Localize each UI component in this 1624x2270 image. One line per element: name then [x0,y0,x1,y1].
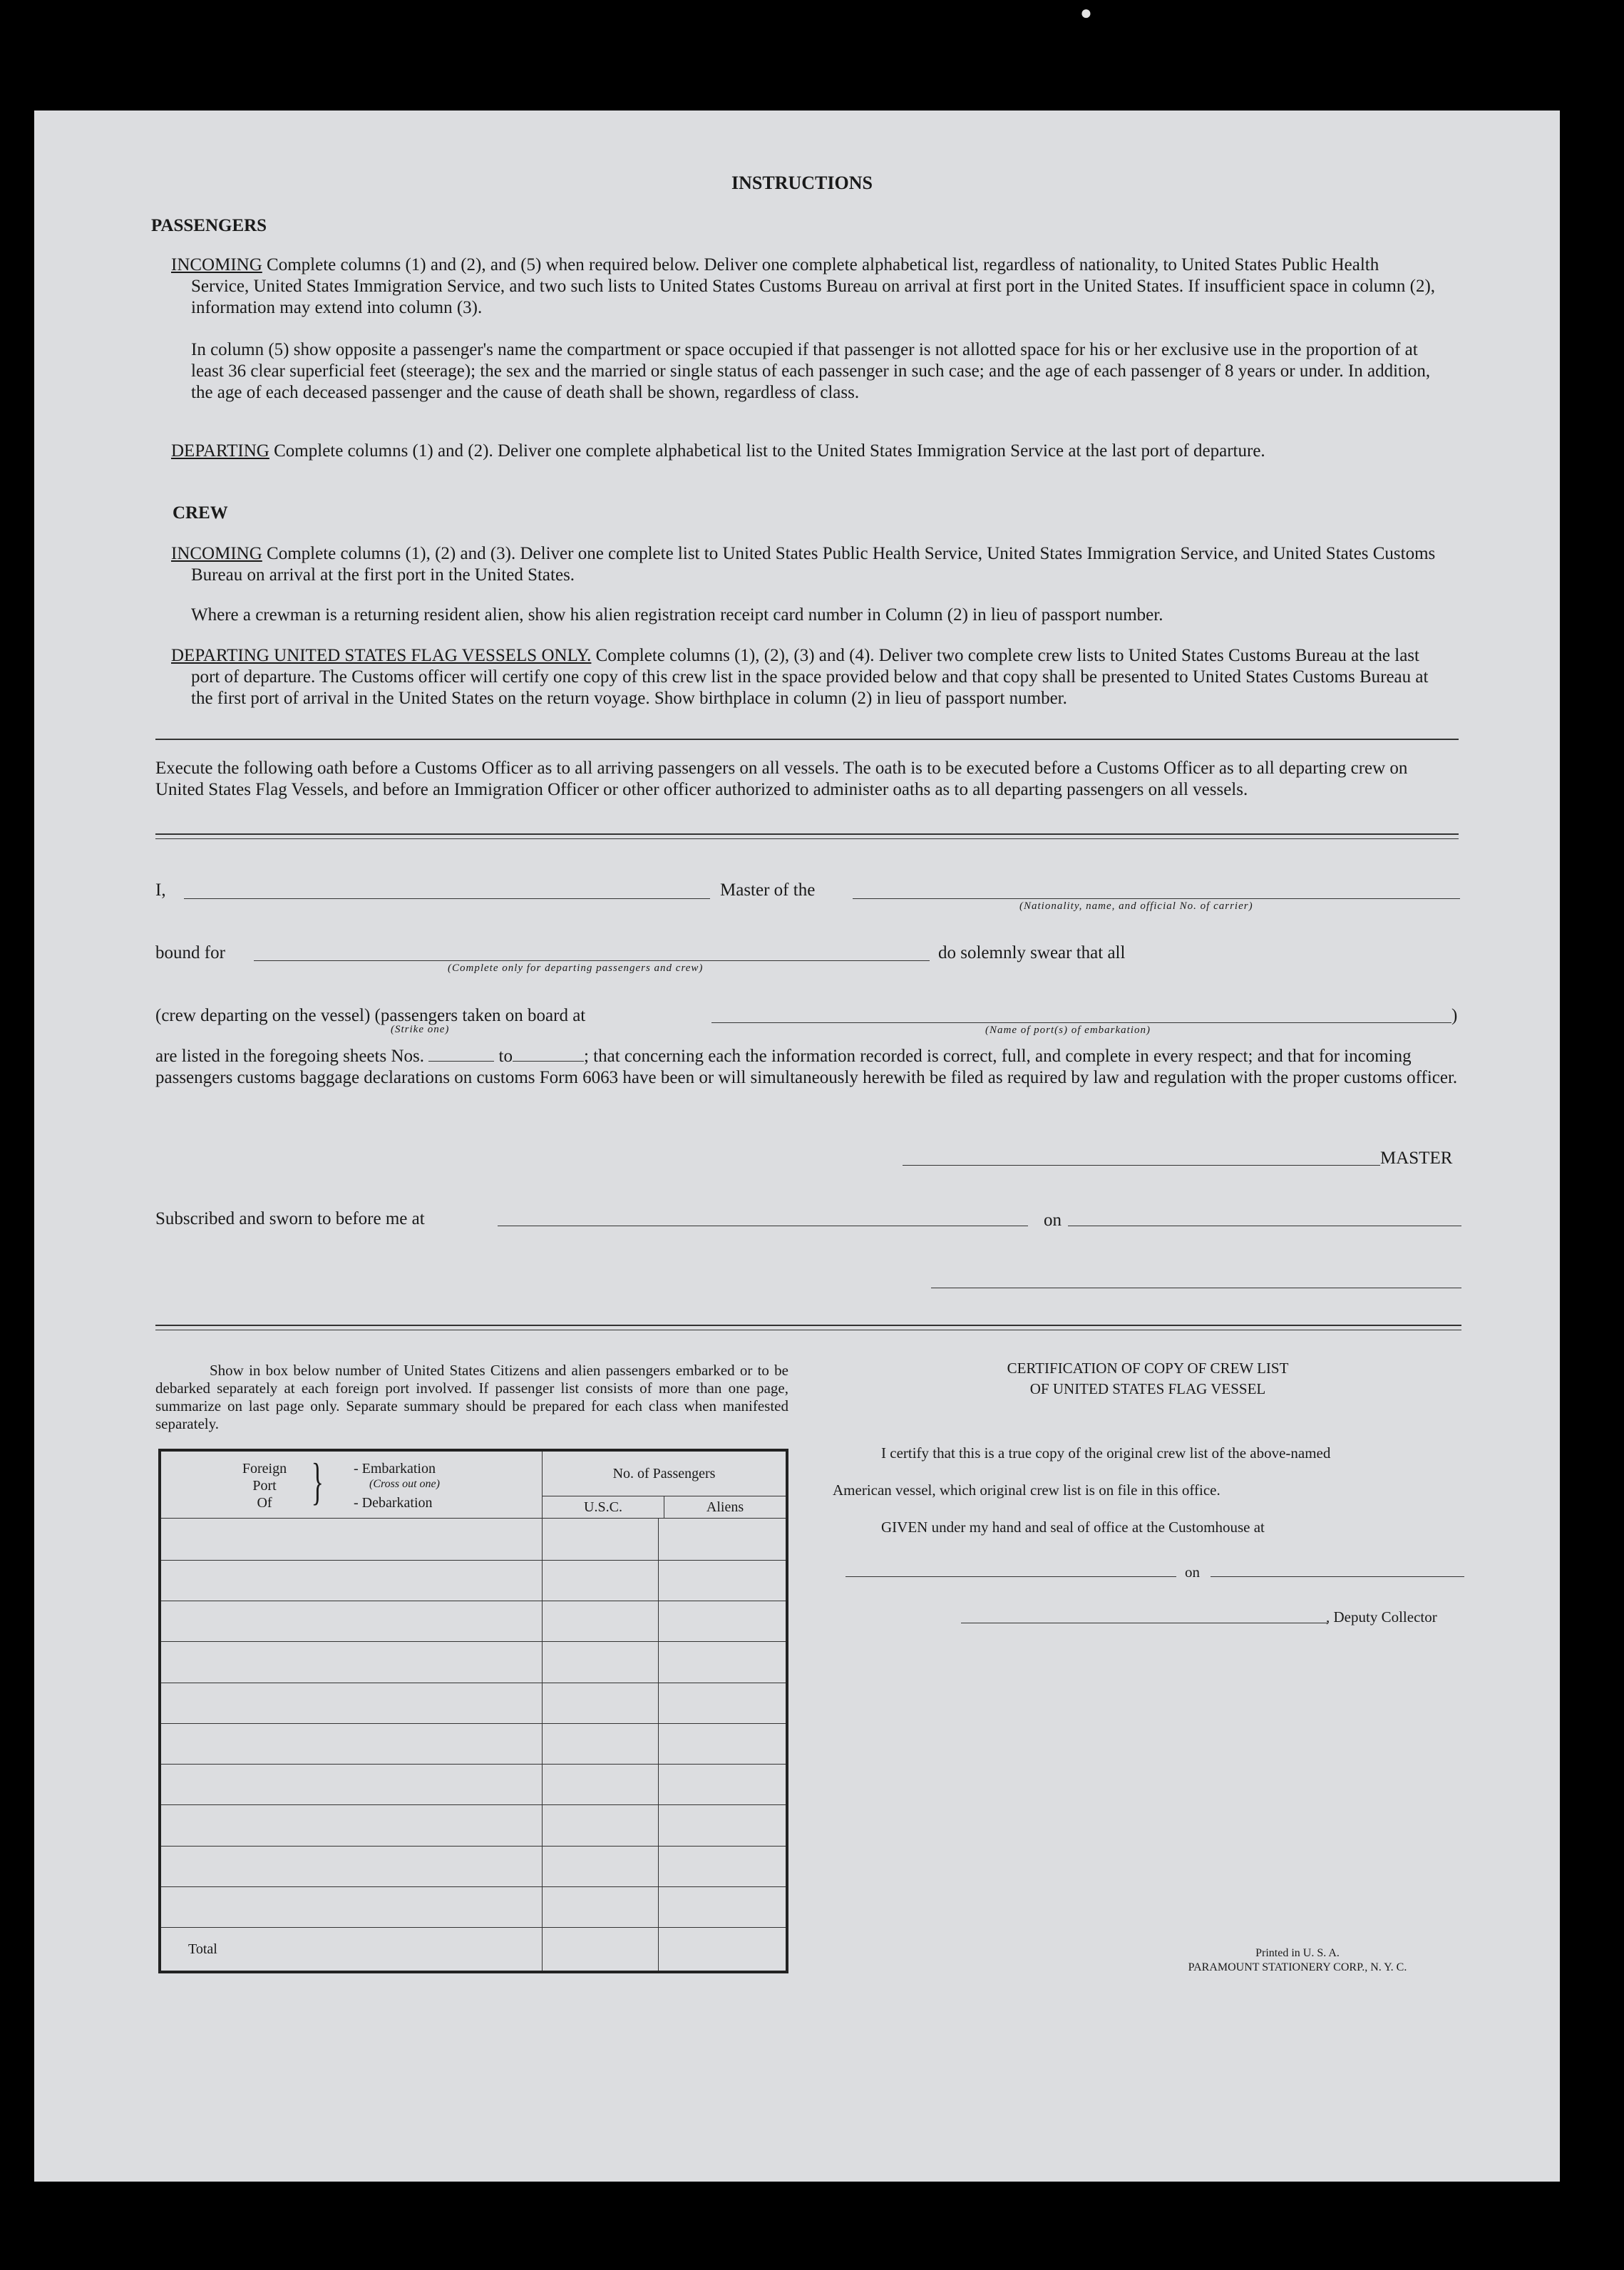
port-cell[interactable] [160,1683,543,1723]
crew-incoming-text: Complete columns (1), (2) and (3). Deliver one complete list to United States Public Health Service, United States Immigration Service, and United States Customs Bureau on arrival at the first port in the United States. [191,544,1436,585]
port-cell[interactable] [160,1846,543,1886]
usc-cell[interactable] [543,1765,659,1805]
passengers-incoming-text: Complete columns (1) and (2), and (5) when required below. Deliver one complete alphabetical list, regardless of nationality, to United States Public Health Service, United States Immigration Service, and two such lists to United States Customs Bureau on arrival at first port in the United States. If insufficient space in column (2), information may extend into column (3). [191,255,1436,317]
american-vessel-text: American vessel, which original crew list is on file in this office. [833,1481,1220,1499]
bound-for-label: bound for [155,943,225,962]
port-cell[interactable] [160,1642,543,1683]
port-cell[interactable] [160,1560,543,1601]
total-label: Total [160,1928,543,1972]
aliens-cell[interactable] [659,1886,788,1927]
on-label: on [1044,1211,1062,1230]
listed-rest: ; that concerning each the information recorded is correct, full, and complete in every respect; and that for incoming passengers customs baggage declarations on customs Form 6063 have been or will simultaneously herewith be filed as required by law and regulation with the proper customs officer. [155,1047,1458,1087]
certification-title-line2: OF UNITED STATES FLAG VESSEL [1029,1380,1266,1397]
master-of-the-label: Master of the [720,880,816,900]
divider [155,739,1459,740]
port-cell[interactable] [160,1519,543,1560]
crew-incoming-label: INCOMING [171,544,262,563]
cert-date-field[interactable] [1211,1576,1464,1577]
usc-cell[interactable] [543,1805,659,1846]
page-title: INSTRUCTIONS [731,173,873,193]
crew-departing-text: Complete columns (1), (2), (3) and (4). Deliver two complete crew lists to United States Customs Bureau at the last port of departure. The Customs officer will certify one copy of this crew list in the space provided below and that copy shall be presented to United States Customs Bureau at the first port of arrival in the United States on the return voyage. Show birthplace in column (2) in lieu of passport number. [191,646,1429,708]
oath-instructions: Execute the following oath before a Customs Officer as to all arriving passengers on all vessels. The oath is to be executed before a Customs Officer as to all departing crew on United States Flag Vessels, and before an Immigration Officer or other officer authorized to administer oaths as to all departing passengers on all vessels. [155,759,1408,799]
port-cell[interactable] [160,1723,543,1764]
scan-speck: ● [1080,2,1092,24]
table-row [160,1846,787,1886]
master-label: MASTER [1380,1149,1453,1168]
usc-total-cell[interactable] [543,1928,659,1972]
aliens-column-header: Aliens [706,1499,744,1516]
aliens-cell[interactable] [659,1765,788,1805]
usc-cell[interactable] [543,1601,659,1641]
aliens-total-cell[interactable] [659,1928,788,1972]
passengers-incoming-label: INCOMING [171,255,262,274]
usc-cell[interactable] [543,1886,659,1927]
table-row [160,1723,787,1764]
certification-title-line1: CERTIFICATION OF COPY OF CREW LIST [1007,1360,1289,1377]
crew-departing-text: (crew departing on the vessel) (passengers taken on board at [155,1006,586,1025]
passengers-departing-label: DEPARTING [171,441,269,461]
bound-for-field[interactable] [254,960,930,961]
divider [155,838,1459,839]
passenger-summary-table [158,1449,788,1973]
listed-prefix: are listed in the foregoing sheets Nos. [155,1047,424,1066]
subscribed-label: Subscribed and sworn to before me at [155,1209,425,1228]
usc-cell[interactable] [543,1519,659,1560]
table-row [160,1805,787,1846]
master-signature-field[interactable] [903,1165,1380,1166]
certify-text: I certify that this is a true copy of the original crew list of the above-named [881,1444,1331,1462]
aliens-cell[interactable] [659,1805,788,1846]
passengers-departing-text: Complete columns (1) and (2). Deliver one complete alphabetical list to the United States Immigration Service at the last port of departure. [274,441,1265,461]
passengers-heading: PASSENGERS [151,216,267,235]
table-row [160,1886,787,1927]
crew-departing-label: DEPARTING UNITED STATES FLAG VESSELS ONLY. [171,646,592,665]
aliens-cell[interactable] [659,1723,788,1764]
foreign-port-header [160,1450,543,1519]
embarkation-label: - Embarkation [354,1461,436,1476]
crew-resident-text: Where a crewman is a returning resident alien, show his alien registration receipt card number in Column (2) in lieu of passport number. [191,605,1163,625]
passengers-incoming-block [171,255,1440,319]
usc-cell[interactable] [543,1683,659,1723]
port-cell[interactable] [160,1886,543,1927]
crew-incoming-block [171,543,1440,586]
cross-out-one-label: (Cross out one) [369,1478,440,1490]
aliens-cell[interactable] [659,1846,788,1886]
usc-cell[interactable] [543,1560,659,1601]
crew-heading: CREW [173,503,228,523]
summary-instructions: Show in box below number of United States Citizens and alien passengers embarked or to be debarked separately at each foreign port involved. If passenger list consists of more than one page, summarize on last page only. Separate summary should be prepared for each class when manifested separately. [155,1362,788,1432]
debarkation-label: - Debarkation [354,1495,433,1511]
table-row [160,1560,787,1601]
passengers-column5-block [171,339,1440,404]
given-text: GIVEN under my hand and seal of office at the Customhouse at [881,1519,1265,1536]
port-cell[interactable] [160,1805,543,1846]
listed-paragraph [155,1046,1461,1089]
aliens-cell[interactable] [659,1601,788,1641]
sheet-to-field[interactable] [513,1047,584,1062]
sheet-from-field[interactable] [428,1047,494,1062]
master-name-field[interactable] [184,898,710,899]
divider [155,833,1459,835]
carrier-caption: (Nationality, name, and official No. of carrier) [1019,900,1253,912]
table-row [160,1601,787,1641]
usc-cell[interactable] [543,1642,659,1683]
table-row [160,1642,787,1683]
oath-i-label: I, [155,880,166,900]
certification-title [898,1358,1397,1400]
ports-caption: (Name of port(s) of embarkation) [985,1024,1151,1036]
table-row [160,1765,787,1805]
close-paren: ) [1451,1006,1458,1025]
foreign-port-of-label: Foreign Port Of [242,1461,287,1511]
divider [155,1325,1461,1326]
usc-cell[interactable] [543,1846,659,1886]
printer-imprint [1141,1946,1454,1975]
printer-line2: PARAMOUNT STATIONERY CORP., N. Y. C. [1188,1961,1407,1973]
aliens-cell[interactable] [659,1683,788,1723]
table-header-row [160,1450,787,1519]
total-row [160,1928,787,1972]
aliens-cell[interactable] [659,1642,788,1683]
customhouse-field[interactable] [846,1576,1176,1577]
aliens-cell[interactable] [659,1560,788,1601]
passengers-column5-text: In column (5) show opposite a passenger's name the compartment or space occupied if that passenger is not allotted space for his or her exclusive use in the proportion of at least 36 clear superficial feet (steerage); the sex and the married or single status of each passenger in such case; and the age of each passenger of 8 years or under. In addition, the age of each deceased passenger and the cause of death shall be shown, regardless of class. [191,340,1431,402]
swear-text: do solemnly swear that all [938,943,1126,962]
crew-departing-block [171,645,1440,709]
strike-one-caption: (Strike one) [391,1024,450,1035]
brace-glyph: } [311,1453,324,1510]
usc-column-header: U.S.C. [543,1496,664,1518]
ports-field[interactable] [711,1022,1451,1023]
no-of-passengers-label: No. of Passengers [543,1452,786,1496]
passengers-departing-block [171,441,1440,462]
usc-cell[interactable] [543,1723,659,1764]
cert-on-label: on [1185,1563,1200,1581]
printer-line1: Printed in U. S. A. [1255,1947,1340,1959]
port-cell[interactable] [160,1601,543,1641]
to-label: to [498,1047,513,1066]
port-cell[interactable] [160,1765,543,1805]
bound-caption: (Complete only for departing passengers and crew) [448,962,704,974]
passengers-header [543,1450,788,1519]
carrier-field[interactable] [853,898,1460,899]
aliens-cell[interactable] [659,1519,788,1560]
table-row [160,1519,787,1560]
deputy-collector-label: , Deputy Collector [1326,1608,1437,1626]
table-row [160,1683,787,1723]
